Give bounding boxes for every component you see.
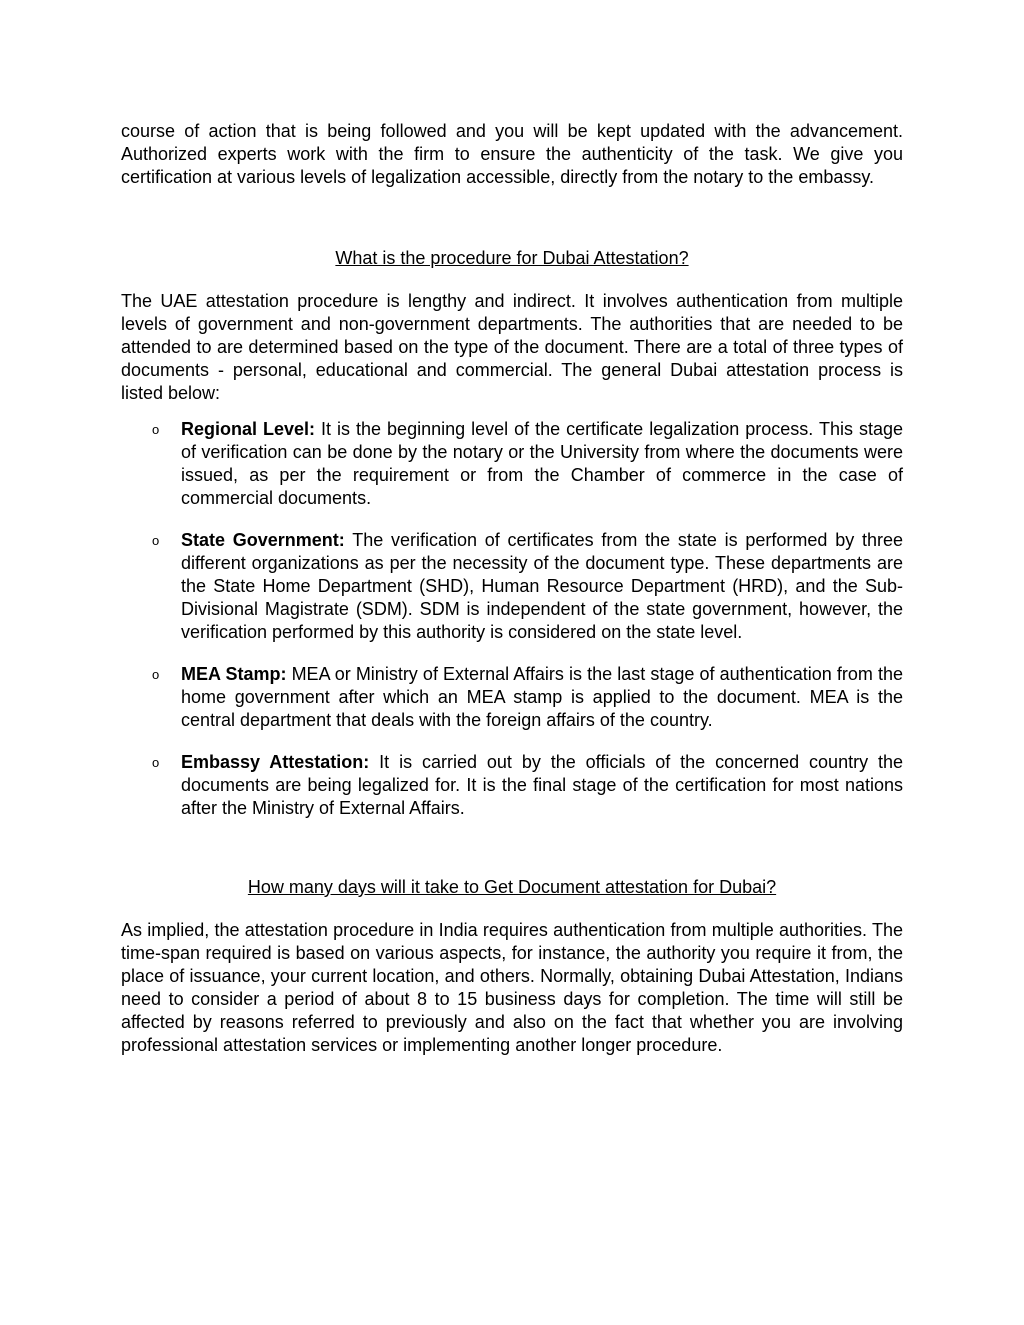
duration-paragraph: As implied, the attestation procedure in India requires authentication from multiple authorities. The time-span required is based on various aspects, for instance, the authority you require it from, the place of issuance, your current location, and others. Normally, obtaining Dubai Attestation, Indians need to consider a period of about 8 to 15 business days for completion. The time will still be affected by reasons referred to previously and also on the fact that whether you are involving professional attestation services or implementing another longer procedure. [121,920,903,1055]
intro-paragraph: course of action that is being followed and you will be kept updated with the advancement. Authorized experts work with the firm to ensure the authenticity of the task. We give you certification at various levels of legalization accessible, directly from the notary to the embassy. [121,121,903,187]
list-item-regional-level [121,418,903,510]
list-item-term: State Government: [181,530,345,550]
bullet-icon: o [152,422,160,437]
list-item-embassy-attestation [121,751,903,820]
list-item-term: Regional Level: [181,419,316,439]
list-item-state-government [121,529,903,644]
list-item-text: It is the beginning level of the certificate legalization process. This stage of verification can be done by the notary or the University from where the documents were issued, as per the requirement or from the Chamber of commerce in the case of commercial documents. [181,419,903,508]
duration-heading: How many days will it take to Get Document attestation for Dubai? [247,877,777,897]
list-item-text: The verification of certificates from the state is performed by three different organizations as per the necessity of the document type. These departments are the State Home Department (SHD), Human Resource Department (HRD), and the Sub-Divisional Magistrate (SDM). SDM is independent of the state government, however, the verification performed by this authority is considered on the state level. [181,530,903,642]
spacer [121,839,903,876]
bullet-icon: o [152,533,160,548]
bullet-icon: o [152,667,160,682]
spacer [121,270,903,290]
procedure-paragraph: The UAE attestation procedure is lengthy and indirect. It involves authentication from multiple levels of government and non-government departments. The authorities that are needed to be attended to are determined based on the type of the document. There are a total of three types of documents - personal, educational and commercial. The general Dubai attestation process is listed below: [121,291,903,403]
list-item-mea-stamp [121,663,903,732]
spacer [121,405,903,418]
document-page [121,120,903,1057]
bullet-icon: o [152,755,160,770]
list-item-term: MEA Stamp: [181,664,287,684]
list-item-text: MEA or Ministry of External Affairs is the last stage of authentication from the home government after which an MEA stamp is applied to the document. MEA is the central department that deals with the foreign affairs of the country. [181,664,903,730]
list-item-term: Embassy Attestation: [181,752,370,772]
list-item-text: It is carried out by the officials of the concerned country the documents are being legalized for. It is the final stage of the certification for most nations after the Ministry of External Affairs. [181,752,903,818]
spacer [121,189,903,247]
procedure-heading: What is the procedure for Dubai Attestation? [335,248,689,268]
spacer [121,899,903,919]
attestation-levels-list [121,418,903,820]
